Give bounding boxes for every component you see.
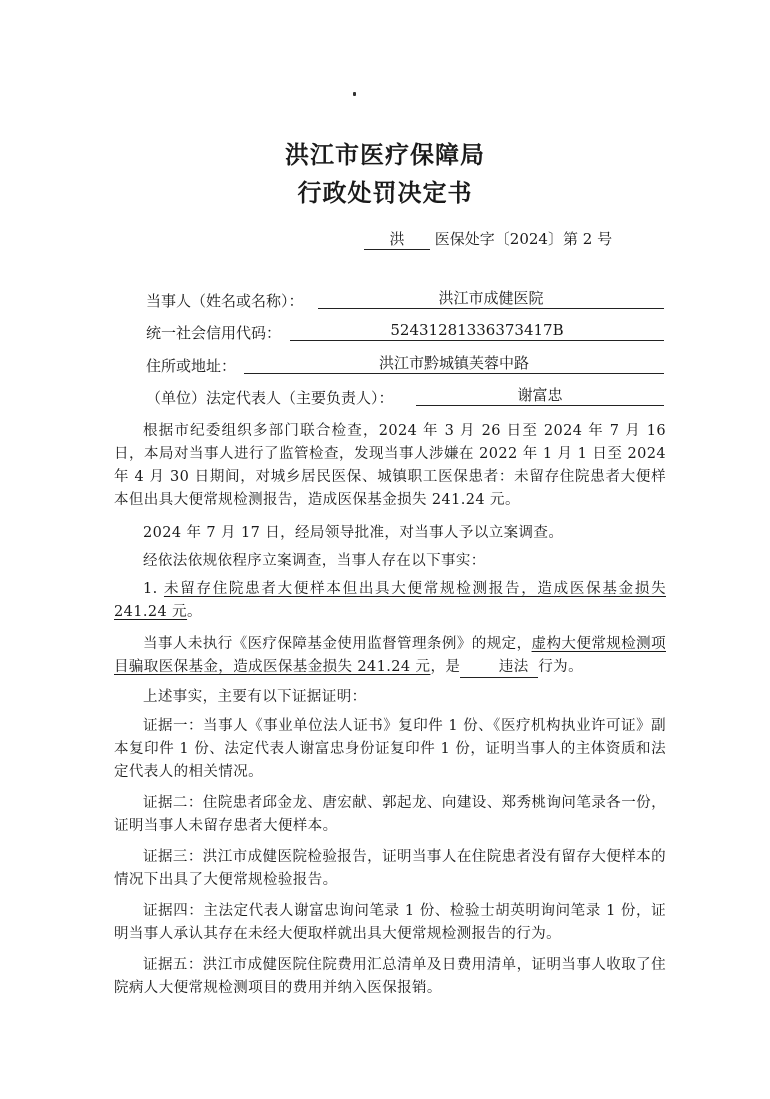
doc-number-middle: 医保处字〔2024〕第 [434,230,578,248]
representative-label: （单位）法定代表人（主要负责人）： [146,389,394,407]
representative-field [146,387,394,408]
party-value: 洪江市成健医院 [318,288,664,309]
address-value: 洪江市黔城镇芙蓉中路 [244,353,664,374]
paragraph-inspection: 根据市纪委组织多部门联合检查，2024 年 3 月 26 日至 2024 年 7 月 16 日，本局对当事人进行了监管检查，发现当事人涉嫌在 2022 年 1 月 1 日至 2024 年 4 月 30 日期间，对城乡居民医保、城镇职工医保患者：未留存住院患者大便样本但出具大便常规检测报告，造成医保基金损失 241.24 元。 [114,423,666,508]
representative-value: 谢富忠 [416,385,664,406]
evidence-2: 证据二：住院患者邱金龙、唐宏献、郭起龙、向建设、郑秀桃询问笔录各一份，证明当事人未留存患者大便样本。 [114,795,666,834]
fact-1-text: 未留存住院患者大便样本但出具大便常规检测报告，造成医保基金损失 241.24 元 [114,581,666,620]
violation-text-c: 行为。 [538,659,583,675]
document-number [364,228,612,250]
violation-fill: 违法 [460,657,538,678]
paragraph-fact-1 [114,578,666,624]
paragraph-case-filing: 2024 年 7 月 17 日，经局领导批准，对当事人予以立案调查。 [143,525,564,541]
fact-1-suffix: 。 [187,604,202,620]
paragraph-facts-intro: 经依法依规依程序立案调查，当事人存在以下事实： [143,553,486,569]
document-title-type: 行政处罚决定书 [297,178,473,207]
fact-1-prefix: 1. [143,581,164,597]
document-title-agency: 洪江市医疗保障局 [285,140,485,169]
address-label: 住所或地址： [146,357,237,375]
doc-number-value: 2 [582,230,593,248]
evidence-5: 证据五：洪江市成健医院住院费用汇总清单及日费用清单，证明当事人收取了住院病人大便常规检测项目的费用并纳入医保报销。 [114,957,666,996]
violation-underlined: 虚构大便常规检测项目骗取医保基金，造成医保基金损失 241.24 元 [114,636,666,675]
credit-field [146,322,281,343]
evidence-3: 证据三：洪江市成健医院检验报告，证明当事人在住院患者没有留存大便样本的情况下出具了大便常规检验报告。 [114,849,666,888]
paragraph-evidence-intro: 上述事实，主要有以下证据证明： [143,689,367,705]
scan-mark [353,92,356,96]
evidence-4: 证据四：主法定代表人谢富忠询问笔录 1 份、检验士胡英明询问笔录 1 份，证明当事人承认其存在未经大便取样就出具大便常规检测报告的行为。 [114,903,666,942]
credit-value: 52431281336373417B [290,320,664,341]
doc-number-suffix: 号 [597,230,613,248]
violation-text-b: ，是 [430,659,461,675]
evidence-1: 证据一：当事人《事业单位法人证书》复印件 1 份、《医疗机构执业许可证》副本复印件 1 份、法定代表人谢富忠身份证复印件 1 份，证明当事人的主体资质和法定代表人的相关情况。 [114,718,666,780]
credit-label: 统一社会信用代码： [146,324,282,342]
party-label: 当事人（姓名或名称）： [146,292,304,310]
paragraph-violation [114,633,666,679]
party-field [146,290,304,311]
violation-text-a: 当事人未执行《医疗保障基金使用监督管理条例》的规定， [143,636,532,652]
address-field [146,355,236,376]
doc-number-prefix: 洪 [364,228,430,250]
